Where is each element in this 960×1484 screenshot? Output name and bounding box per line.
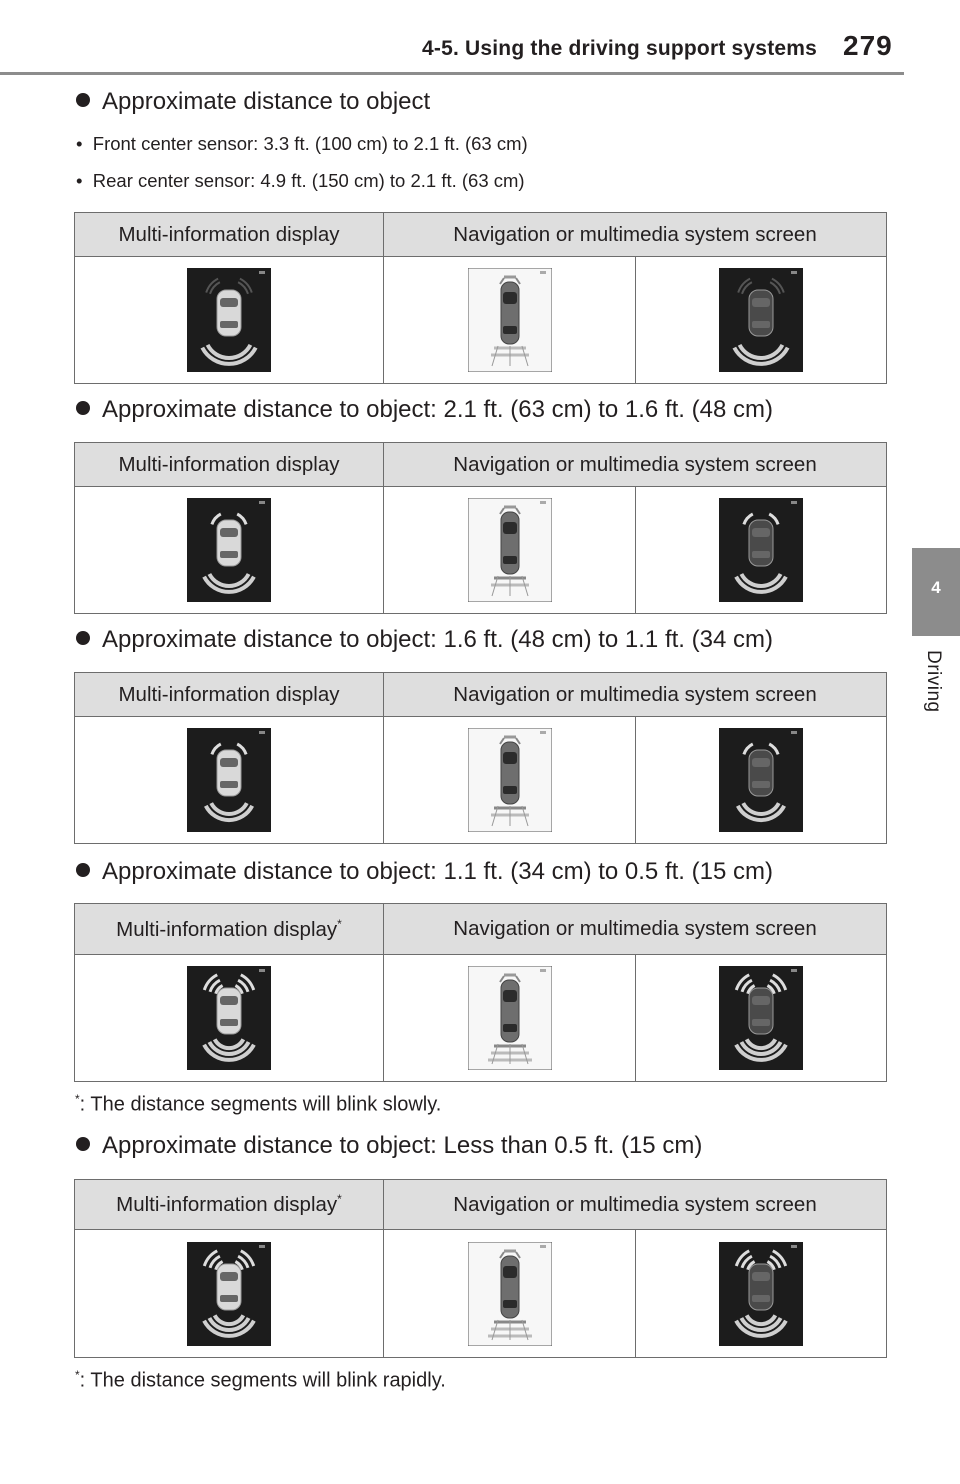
bullet-icon bbox=[76, 93, 90, 107]
bullet-icon bbox=[76, 631, 90, 645]
display-table bbox=[74, 903, 887, 1082]
display-table bbox=[74, 442, 887, 614]
page-number: 279 bbox=[843, 30, 893, 61]
section-heading: Approximate distance to object: 1.1 ft. (34 cm) to 0.5 ft. (15 cm) bbox=[76, 858, 773, 886]
section-heading: Approximate distance to object: 2.1 ft. (63 cm) to 1.6 ft. (48 cm) bbox=[76, 396, 773, 424]
col-header-mid: Multi-information display bbox=[75, 443, 384, 487]
mid-display-image bbox=[187, 498, 271, 602]
bullet-icon bbox=[76, 1137, 90, 1151]
mid-display-image bbox=[187, 268, 271, 372]
nav-display-image-dark bbox=[719, 268, 803, 372]
chapter-label: Driving bbox=[923, 650, 944, 713]
nav-display-image-dark bbox=[719, 498, 803, 602]
section-title: 4-5. Using the driving support systems bbox=[422, 37, 818, 60]
display-table bbox=[74, 672, 887, 844]
mid-display-image bbox=[187, 966, 271, 1070]
nav-display-image bbox=[468, 268, 552, 372]
chapter-number: 4 bbox=[931, 578, 941, 597]
nav-display-image-dark bbox=[719, 1242, 803, 1346]
nav-display-image-dark bbox=[719, 728, 803, 832]
display-table bbox=[74, 212, 887, 384]
col-header-mid: Multi-information display* bbox=[75, 1180, 384, 1230]
col-header-mid: Multi-information display* bbox=[75, 904, 384, 955]
col-header-nav: Navigation or multimedia system screen bbox=[384, 443, 887, 487]
footnote: *: The distance segments will blink rapidly. bbox=[75, 1368, 446, 1392]
display-table bbox=[74, 1179, 887, 1358]
header-rule bbox=[0, 72, 904, 75]
nav-display-image bbox=[468, 728, 552, 832]
bullet-icon bbox=[76, 401, 90, 415]
col-header-mid: Multi-information display bbox=[75, 213, 384, 257]
footnote: *: The distance segments will blink slowly. bbox=[75, 1092, 442, 1116]
section-heading: Approximate distance to object: 1.6 ft. (48 cm) to 1.1 ft. (34 cm) bbox=[76, 626, 773, 654]
col-header-nav: Navigation or multimedia system screen bbox=[384, 213, 887, 257]
col-header-mid: Multi-information display bbox=[75, 673, 384, 717]
bullet-icon bbox=[76, 863, 90, 877]
mid-display-image bbox=[187, 728, 271, 832]
mid-display-image bbox=[187, 1242, 271, 1346]
intro-heading: Approximate distance to object bbox=[76, 88, 430, 116]
footnote-marker: * bbox=[337, 1192, 342, 1207]
col-header-nav: Navigation or multimedia system screen bbox=[384, 904, 887, 955]
col-header-nav: Navigation or multimedia system screen bbox=[384, 1180, 887, 1230]
footnote-marker: * bbox=[337, 916, 342, 931]
nav-display-image bbox=[468, 1242, 552, 1346]
nav-display-image bbox=[468, 498, 552, 602]
col-header-nav: Navigation or multimedia system screen bbox=[384, 673, 887, 717]
intro-item: • Front center sensor: 3.3 ft. (100 cm) to 2.1 ft. (63 cm) bbox=[76, 133, 528, 154]
section-heading: Approximate distance to object: Less than 0.5 ft. (15 cm) bbox=[76, 1132, 702, 1160]
nav-display-image bbox=[468, 966, 552, 1070]
intro-item: • Rear center sensor: 4.9 ft. (150 cm) to 2.1 ft. (63 cm) bbox=[76, 170, 525, 191]
nav-display-image-dark bbox=[719, 966, 803, 1070]
